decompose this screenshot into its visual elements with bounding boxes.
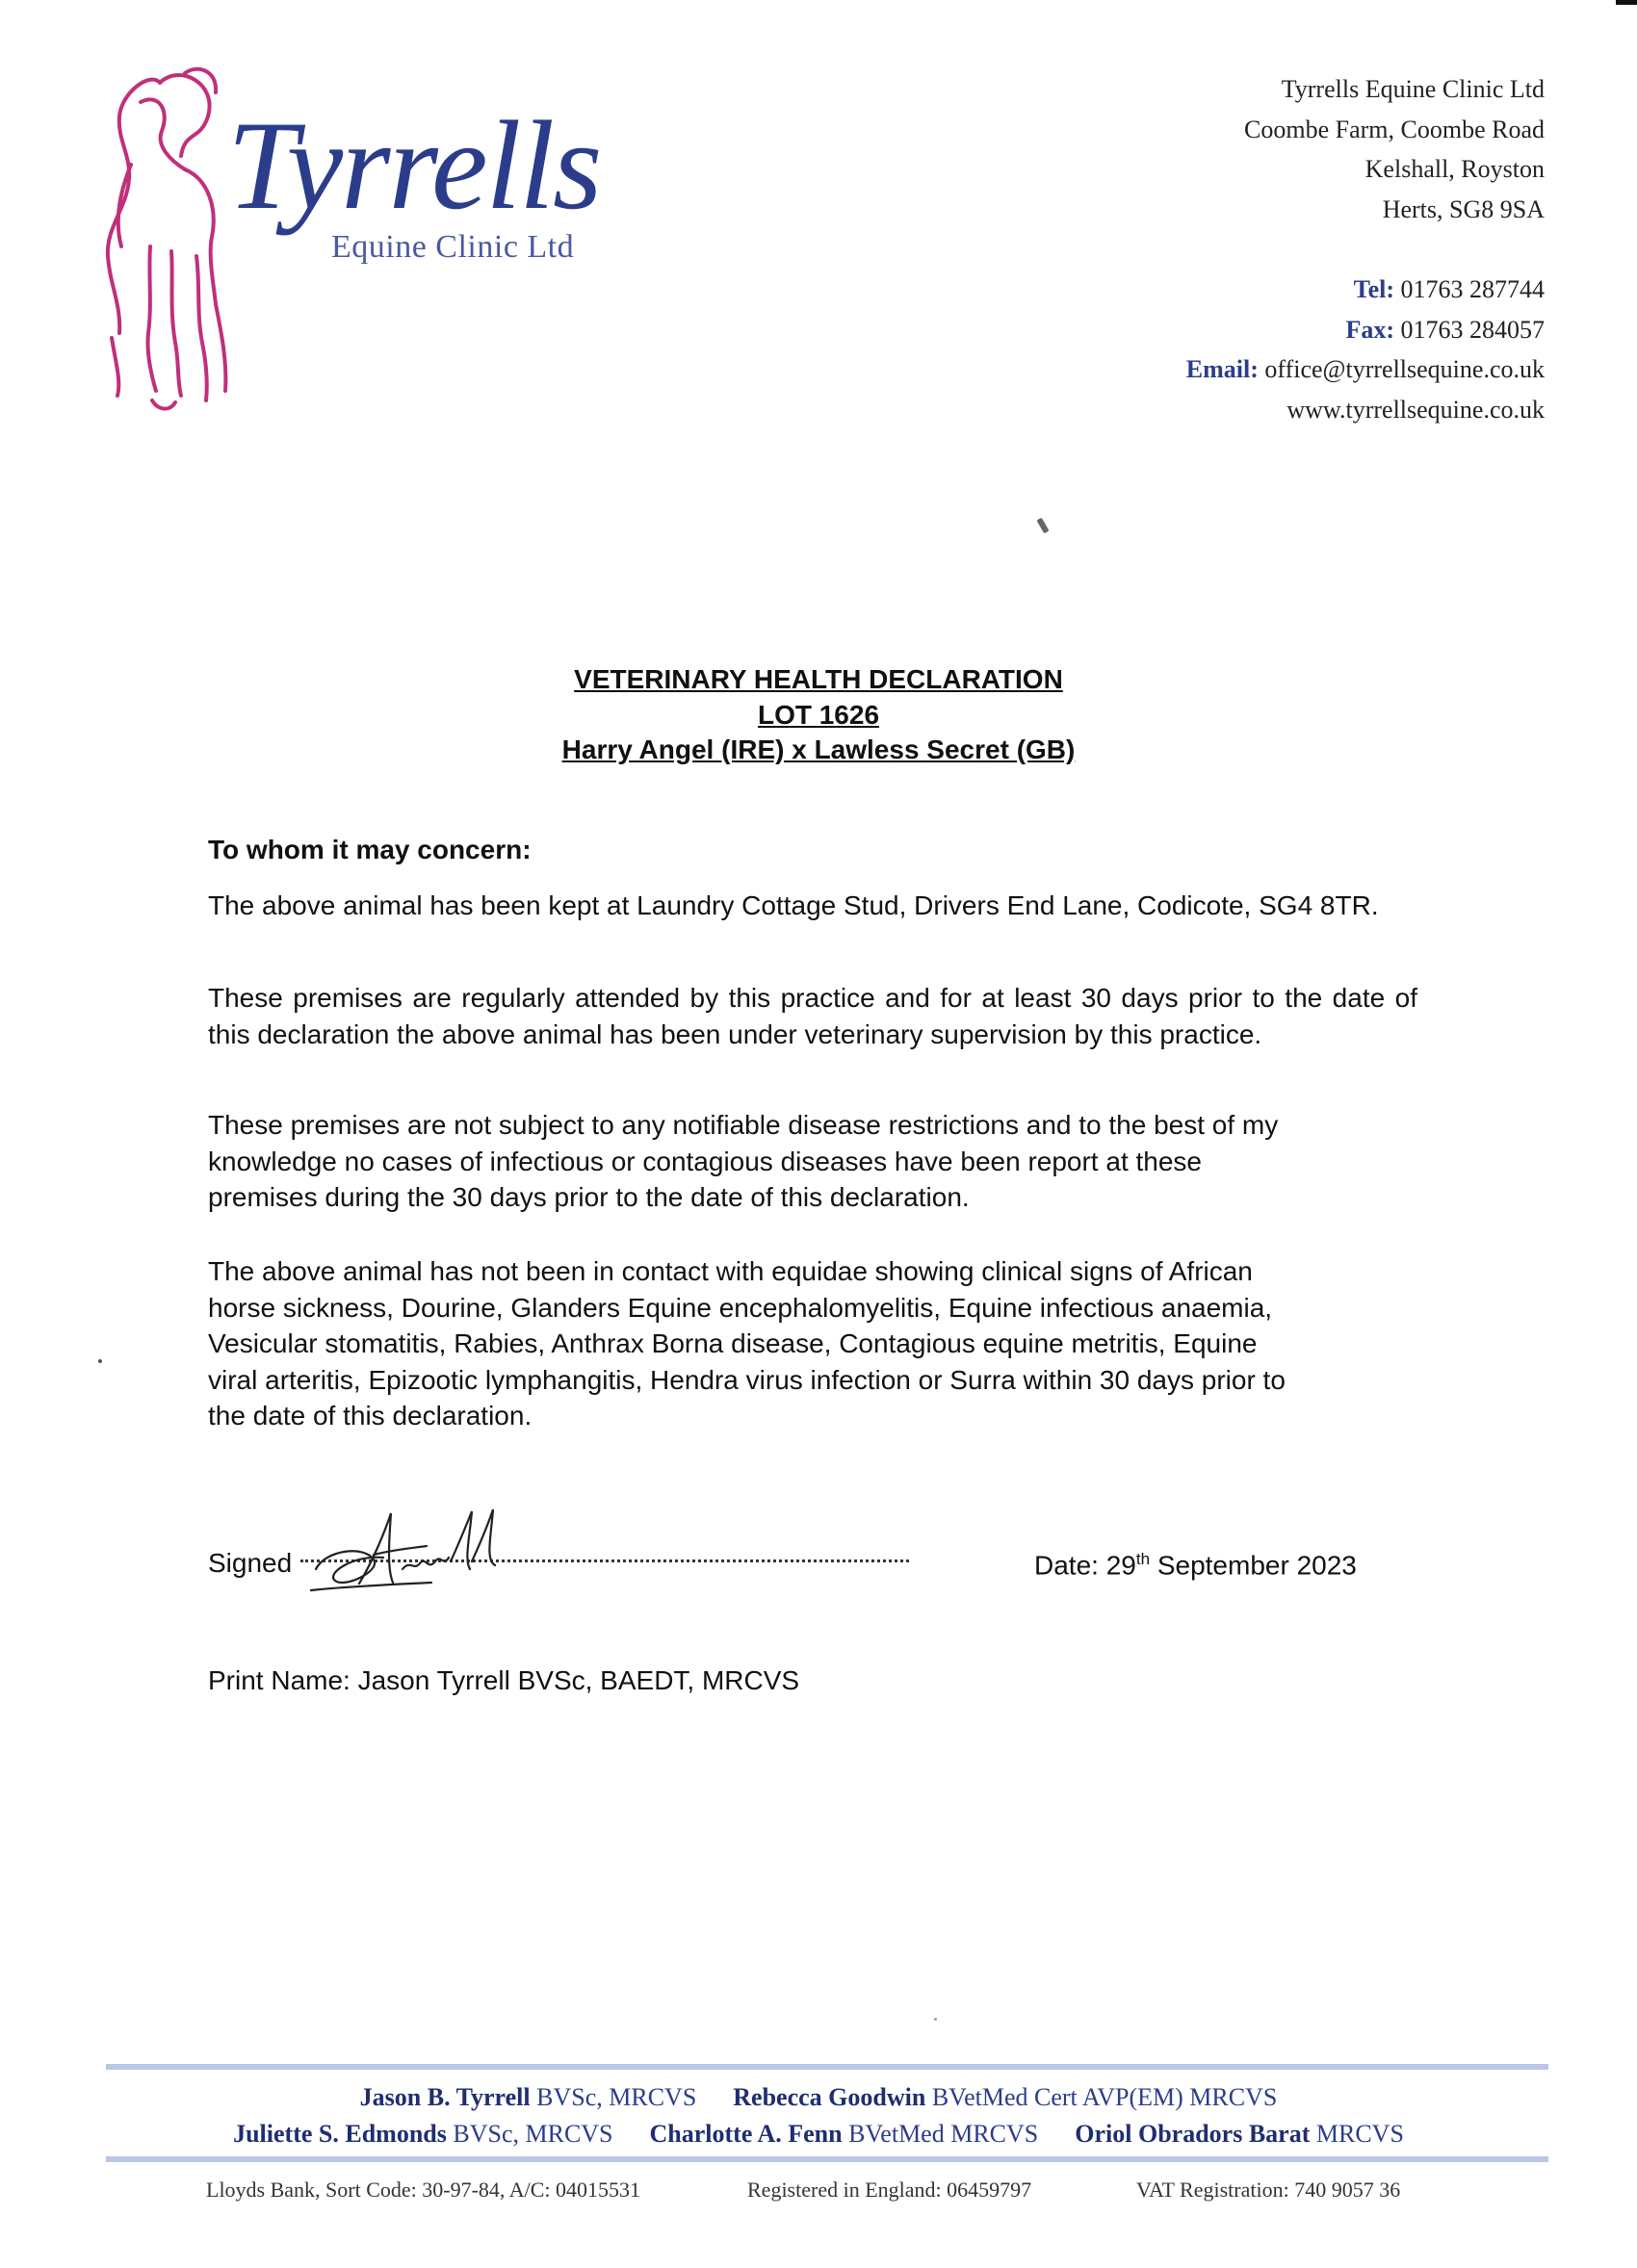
email-label: Email: bbox=[1185, 355, 1259, 383]
fax-value: 01763 284057 bbox=[1400, 315, 1545, 344]
footer-rule-top bbox=[106, 2064, 1548, 2070]
scan-speck bbox=[934, 2018, 937, 2021]
company-registration: Registered in England: 06459797 bbox=[747, 2178, 1032, 2202]
scan-speck bbox=[1036, 518, 1049, 534]
staff-row-2 bbox=[0, 2116, 1637, 2152]
logo-subtitle: Equine Clinic Ltd bbox=[331, 229, 575, 265]
title-line-2: LOT 1626 bbox=[757, 699, 880, 730]
logo-wordmark: Tyrrells bbox=[227, 94, 601, 236]
declaration-title bbox=[0, 662, 1637, 768]
staff-name: Rebecca Goodwin bbox=[733, 2083, 926, 2111]
date-ordinal: th bbox=[1135, 1550, 1151, 1568]
paragraph-premises: The above animal has been kept at Laundry Cottage Stud, Drivers End Lane, Codicote, SG4 8TR. bbox=[208, 890, 1379, 920]
clinic-address bbox=[1244, 69, 1545, 229]
text-line: The above animal has not been in contact with equidae showing clinical signs of African bbox=[208, 1256, 1253, 1286]
date-rest: September 2023 bbox=[1150, 1550, 1357, 1581]
text-line: viral arteritis, Epizootic lymphangitis, Hendra virus infection or Surra within 30 days prior to bbox=[208, 1364, 1286, 1395]
staff-quals: BVSc, MRCVS bbox=[530, 2083, 697, 2111]
bank-details: Lloyds Bank, Sort Code: 30-97-84, A/C: 04015531 bbox=[206, 2178, 640, 2202]
email-value: office@tyrrellsequine.co.uk bbox=[1264, 355, 1545, 383]
staff-name: Juliette S. Edmonds bbox=[233, 2120, 447, 2148]
print-name: Print Name: Jason Tyrrell BVSc, BAEDT, MRCVS bbox=[208, 1665, 800, 1695]
staff-quals: BVSc, MRCVS bbox=[446, 2120, 613, 2148]
vat-registration: VAT Registration: 740 9057 36 bbox=[1136, 2178, 1401, 2202]
staff-quals: BVetMed Cert AVP(EM) MRCVS bbox=[925, 2083, 1278, 2111]
address-line: Coombe Farm, Coombe Road bbox=[1244, 115, 1545, 143]
address-line: Herts, SG8 9SA bbox=[1382, 194, 1545, 223]
tel-value: 01763 287744 bbox=[1400, 275, 1545, 303]
tel-line bbox=[1186, 270, 1545, 310]
fax-line bbox=[1186, 310, 1545, 350]
paragraph-restrictions bbox=[208, 1107, 1417, 1216]
title-line-3: Harry Angel (IRE) x Lawless Secret (GB) bbox=[561, 735, 1076, 764]
declaration-date bbox=[1034, 1550, 1357, 1581]
paragraph-diseases bbox=[208, 1253, 1417, 1434]
scan-speck bbox=[98, 1359, 102, 1363]
staff-name: Jason B. Tyrrell bbox=[359, 2083, 531, 2111]
footer-rule-bottom bbox=[106, 2156, 1548, 2162]
staff-quals: BVetMed MRCVS bbox=[842, 2120, 1039, 2148]
handwritten-signature bbox=[306, 1502, 518, 1608]
title-line-1: VETERINARY HEALTH DECLARATION bbox=[574, 664, 1063, 694]
staff-row-1 bbox=[0, 2079, 1637, 2116]
clinic-logo bbox=[92, 64, 632, 429]
fax-label: Fax: bbox=[1345, 315, 1394, 344]
text-line: horse sickness, Dourine, Glanders Equine encephalomyelitis, Equine infectious anaemia, bbox=[208, 1292, 1273, 1323]
staff-quals: MRCVS bbox=[1310, 2120, 1404, 2148]
address-line: Kelshall, Royston bbox=[1364, 155, 1545, 183]
staff-name: Charlotte A. Fenn bbox=[649, 2120, 843, 2148]
text-line: Vesicular stomatitis, Rabies, Anthrax Borna disease, Contagious equine metritis, Equine bbox=[208, 1328, 1258, 1358]
signed-label: Signed bbox=[208, 1548, 293, 1578]
text-line: knowledge no cases of infectious or contagious diseases have been report at these bbox=[208, 1146, 1202, 1176]
tel-label: Tel: bbox=[1353, 275, 1394, 303]
scan-edge-mark bbox=[1616, 0, 1637, 5]
website: www.tyrrellsequine.co.uk bbox=[1286, 395, 1545, 424]
text-line: premises during the 30 days prior to the date of this declaration. bbox=[208, 1182, 970, 1212]
text-line: These premises are not subject to any notifiable disease restrictions and to the best of my bbox=[208, 1110, 1279, 1140]
paragraph-supervision: These premises are regularly attended by this practice and for at least 30 days prior to the date of this declaration the above animal has been under veterinary supervision by this practice. bbox=[208, 983, 1417, 1049]
clinic-contact bbox=[1186, 270, 1545, 429]
text-line: the date of this declaration. bbox=[208, 1401, 533, 1430]
salutation: To whom it may concern: bbox=[208, 835, 532, 864]
staff-name: Oriol Obradors Barat bbox=[1075, 2120, 1311, 2148]
email-line bbox=[1186, 349, 1545, 390]
address-line: Tyrrells Equine Clinic Ltd bbox=[1281, 75, 1545, 103]
date-label: Date: 29 bbox=[1034, 1550, 1136, 1581]
